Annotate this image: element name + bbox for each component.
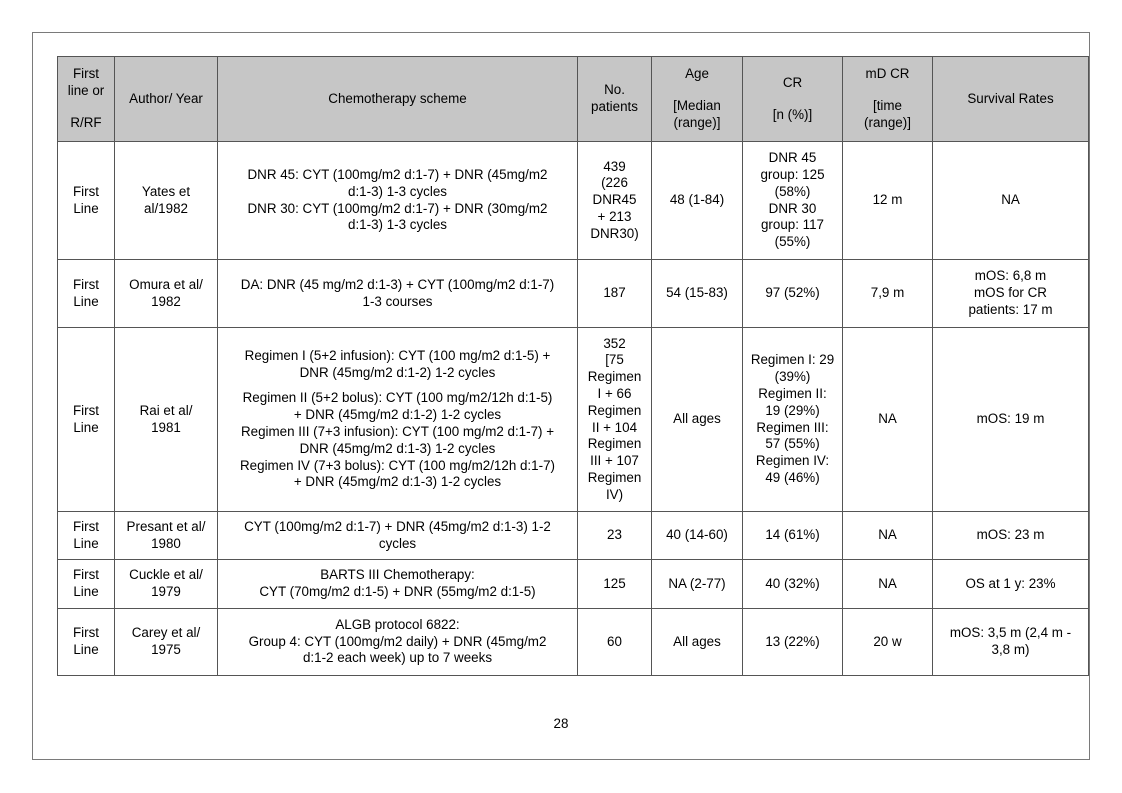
header-cr: CR [n (%)] [743,57,843,142]
cell-patients: 125 [578,560,652,609]
page-number: 28 [553,716,569,731]
table-row [58,512,1089,560]
header-patients: No. patients [578,57,652,142]
cell-survival: mOS: 6,8 m mOS for CR patients: 17 m [933,260,1089,328]
cell-author: Omura et al/ 1982 [115,260,218,328]
cell-author: Carey et al/ 1975 [115,609,218,676]
cell-survival: OS at 1 y: 23% [933,560,1089,609]
cell-mdcr: 7,9 m [843,260,933,328]
cell-age: All ages [652,328,743,512]
cell-mdcr: NA [843,328,933,512]
cell-scheme: Regimen I (5+2 infusion): CYT (100 mg/m2 d:1-5) + DNR (45mg/m2 d:1-2) 1-2 cycles Regimen II (5+2 bolus): CYT (100 mg/m2/12h d:1-5) + DNR (45mg/m2 d:1-2) 1-2 cycles Regimen III (7+3 infusion): CYT (100 mg/m2 d:1-7) + DNR (45mg/m2 d:1-3) 1-2 cycles Regimen IV (7+3 bolus): CYT (100 mg/m2/12h d:1-7) + DNR (45mg/m2 d:1-3) 1-2 cycles [218,328,578,512]
cell-author: Presant et al/ 1980 [115,512,218,560]
cell-age: 48 (1-84) [652,142,743,260]
cell-line: First Line [58,512,115,560]
cell-survival: NA [933,142,1089,260]
cell-mdcr: NA [843,560,933,609]
cell-mdcr: 20 w [843,609,933,676]
cell-cr: 97 (52%) [743,260,843,328]
table-row [58,142,1089,260]
cell-survival: mOS: 3,5 m (2,4 m - 3,8 m) [933,609,1089,676]
header-author: Author/ Year [115,57,218,142]
cell-scheme: DNR 45: CYT (100mg/m2 d:1-7) + DNR (45mg/m2 d:1-3) 1-3 cycles DNR 30: CYT (100mg/m2 d:1-7) + DNR (30mg/m2 d:1-3) 1-3 cycles [218,142,578,260]
cell-cr: Regimen I: 29 (39%) Regimen II: 19 (29%) Regimen III: 57 (55%) Regimen IV: 49 (46%) [743,328,843,512]
cell-mdcr: 12 m [843,142,933,260]
cell-patients: 23 [578,512,652,560]
header-scheme: Chemotherapy scheme [218,57,578,142]
header-mdcr: mD CR [time (range)] [843,57,933,142]
table-header-row [58,57,1089,142]
cell-scheme: CYT (100mg/m2 d:1-7) + DNR (45mg/m2 d:1-3) 1-2 cycles [218,512,578,560]
cell-line: First Line [58,560,115,609]
cell-author: Cuckle et al/ 1979 [115,560,218,609]
cell-patients: 187 [578,260,652,328]
cell-age: 40 (14-60) [652,512,743,560]
cell-line: First Line [58,142,115,260]
table-row [58,328,1089,512]
table-row [58,260,1089,328]
header-age: Age [Median (range)] [652,57,743,142]
cell-patients: 352 [75 Regimen I + 66 Regimen II + 104 Regimen III + 107 Regimen IV) [578,328,652,512]
cell-scheme: DA: DNR (45 mg/m2 d:1-3) + CYT (100mg/m2 d:1-7) 1-3 courses [218,260,578,328]
cell-survival: mOS: 23 m [933,512,1089,560]
cell-age: All ages [652,609,743,676]
cell-cr: 14 (61%) [743,512,843,560]
cell-cr: DNR 45 group: 125 (58%) DNR 30 group: 117 (55%) [743,142,843,260]
cell-age: NA (2-77) [652,560,743,609]
cell-survival: mOS: 19 m [933,328,1089,512]
cell-cr: 40 (32%) [743,560,843,609]
cell-age: 54 (15-83) [652,260,743,328]
cell-cr: 13 (22%) [743,609,843,676]
cell-patients: 439 (226 DNR45 + 213 DNR30) [578,142,652,260]
header-line: First line or R/RF [58,57,115,142]
cell-author: Yates et al/1982 [115,142,218,260]
cell-author: Rai et al/ 1981 [115,328,218,512]
cell-scheme: ALGB protocol 6822: Group 4: CYT (100mg/m2 daily) + DNR (45mg/m2 d:1-2 each week) up to 7 weeks [218,609,578,676]
chemotherapy-trials-table [57,56,1089,676]
cell-patients: 60 [578,609,652,676]
cell-line: First Line [58,260,115,328]
header-survival: Survival Rates [933,57,1089,142]
table-row [58,609,1089,676]
cell-line: First Line [58,328,115,512]
cell-mdcr: NA [843,512,933,560]
cell-line: First Line [58,609,115,676]
cell-scheme: BARTS III Chemotherapy: CYT (70mg/m2 d:1-5) + DNR (55mg/m2 d:1-5) [218,560,578,609]
table-row [58,560,1089,609]
